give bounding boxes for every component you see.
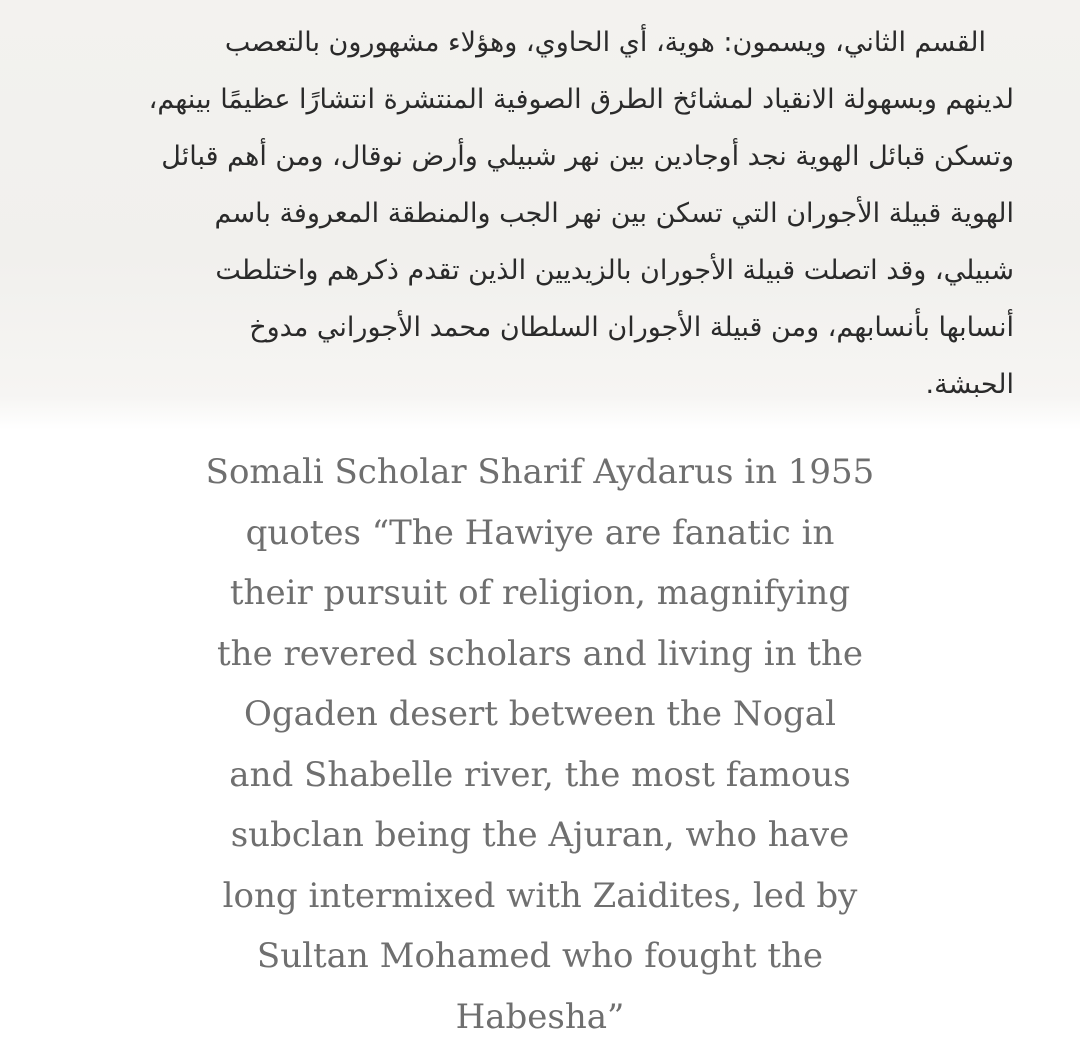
arabic-line: القسم الثاني، ويسمون: هوية، أي الحاوي، وهؤلاء مشهورون بالتعصب [224,27,986,58]
caption-line: and Shabelle river, the most famous [229,754,851,795]
caption-line: Sultan Mohamed who fought the [256,936,824,976]
scanned-arabic-excerpt [0,0,1080,430]
arabic-line: الحبشة. [925,369,1014,400]
caption-line: Somali Scholar Sharif Aydarus in 1955 [205,452,875,492]
caption-line: Habesha” [455,996,625,1037]
arabic-line: الهوية قبيلة الأجوران التي تسكن بين نهر الجب والمنطقة المعروفة باسم [214,198,1014,229]
arabic-line: شبيلي، وقد اتصلت قبيلة الأجوران بالزيديين الذين تقدم ذكرهم واختلطت [215,255,1014,286]
caption-line: subclan being the Ajuran, who have [230,815,850,855]
arabic-line: أنسابها بأنسابهم، ومن قبيلة الأجوران السلطان محمد الأجوراني مدوخ [249,312,1014,343]
caption-line: long intermixed with Zaidites, led by [222,875,858,916]
arabic-line: وتسكن قبائل الهوية نجد أوجادين بين نهر شبيلي وأرض نوقال، ومن أهم قبائل [161,141,1014,172]
caption-line: Ogaden desert between the Nogal [244,694,836,734]
caption-text [150,442,930,1047]
caption-line: quotes “The Hawiye are fanatic in [245,512,835,553]
arabic-paragraph [66,14,1014,413]
caption-line: their pursuit of religion, magnifying [229,573,851,613]
caption-line: the revered scholars and living in the [217,633,863,674]
arabic-line: لدينهم وبسهولة الانقياد لمشائخ الطرق الصوفية المنتشرة انتشارًا عظيمًا بينهم، [148,84,1014,115]
